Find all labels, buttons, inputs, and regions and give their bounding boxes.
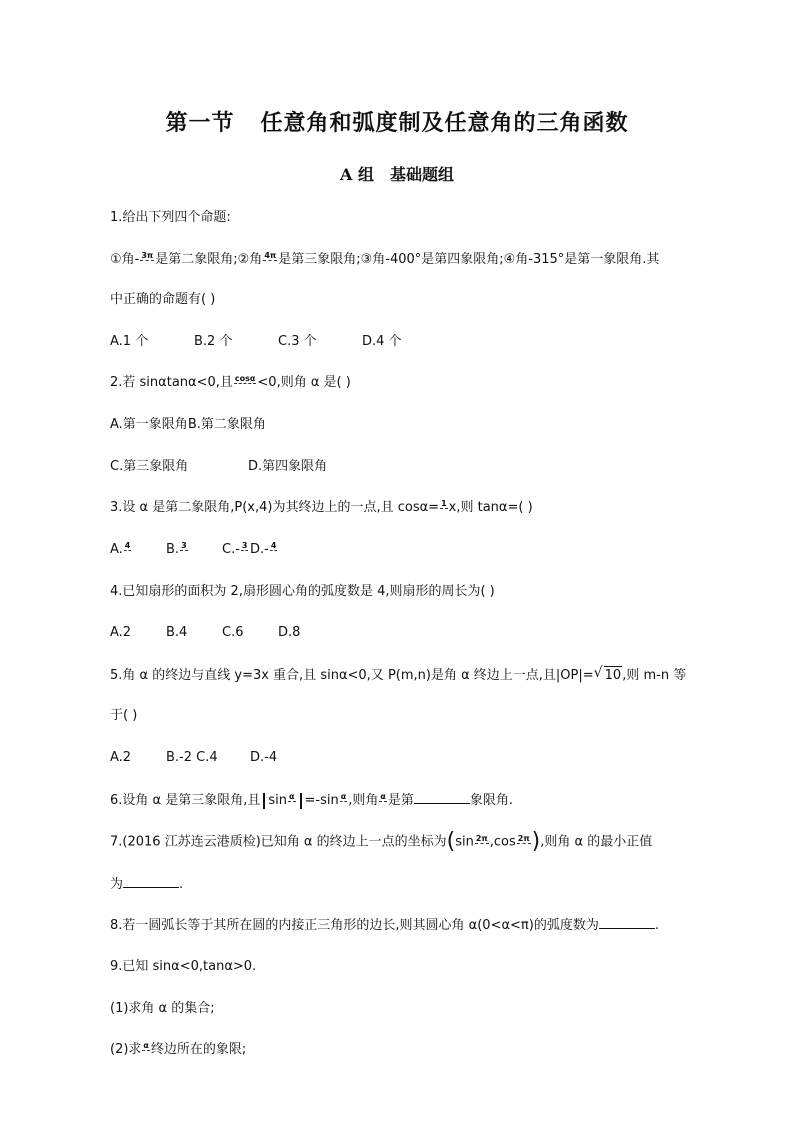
fraction: 4π — [264, 251, 277, 260]
q2-option-a: A.第一象限角 — [110, 417, 188, 432]
group-name: 基础题组 — [389, 165, 454, 184]
q5-option-a: A.2 — [110, 750, 132, 765]
q8-stem: 8.若一圆弧长等于其所在圆的内接正三角形的边长,则其圆心角 α(0<α<π)的弧度数为 . — [110, 918, 659, 933]
fraction: 4 — [124, 541, 131, 550]
fraction: 2π — [475, 833, 488, 843]
page-title — [0, 106, 794, 137]
q3-stem: 3.设 α 是第二象限角,P(x,4)为其终边上的一点,且 cosα= 1 x,则 tanα=( ) — [110, 499, 533, 515]
answer-blank — [414, 791, 470, 804]
q2-options-ab — [110, 416, 266, 434]
q5-option-bc: B.-2 C.4 — [166, 750, 218, 765]
q9-part-2: (2)求 α 终边所在的象限; — [110, 1041, 247, 1057]
answer-blank — [123, 875, 179, 888]
q5-stem: 5.角 α 的终边与直线 y=3x 重合,且 sinα<0,又 P(m,n)是角 α 终边上一点,且|OP|=√ 10,则 m-n 等 — [110, 666, 686, 685]
q4-option-b: B.4 — [166, 625, 188, 640]
fraction: α — [340, 792, 347, 801]
fraction: 4 — [270, 541, 277, 550]
q2-option-c: C.第三象限角 — [110, 459, 189, 474]
fraction: 2π — [517, 833, 530, 843]
group-heading — [0, 162, 794, 185]
q1-statements: ①角- 3π 是第二象限角;②角 4π 是第三象限角;③角-400°是第四象限角;④角-315°是第一象限角.其 — [110, 251, 660, 267]
fraction: cosα — [234, 374, 256, 383]
q1-option-d: D.4 个 — [362, 334, 402, 349]
q1-option-b: B.2 个 — [194, 334, 233, 349]
q3-option-b: B. 3 — [166, 541, 187, 557]
q2-stem: 2.若 sinαtanα<0,且 cosα <0,则角 α 是( ) — [110, 374, 351, 390]
q4-option-c: C.6 — [222, 625, 244, 640]
q7-stem: 7.(2016 江苏连云港质检)已知角 α 的终边上一点的坐标为(sin 2π ,cos 2π ),则角 α 的最小正值 — [110, 829, 653, 854]
q4-option-d: D.8 — [278, 625, 301, 640]
q1-option-c: C.3 个 — [278, 334, 317, 349]
q6-stem: 6.设角 α 是第三象限角,且 sin α =-sin α ,则角 α 是第 象限角. — [110, 792, 514, 808]
q2-option-d: D.第四象限角 — [248, 459, 328, 474]
fraction: 3 — [241, 541, 248, 550]
q9-stem: 9.已知 sinα<0,tanα>0. — [110, 959, 257, 974]
fraction: 3π — [141, 251, 154, 260]
q5-option-d: D.-4 — [250, 750, 278, 765]
q4-stem: 4.已知扇形的面积为 2,扇形圆心角的弧度数是 4,则扇形的周长为( ) — [110, 584, 495, 599]
q1-option-a: A.1 个 — [110, 334, 149, 349]
q3-option-c: C.- 3 — [222, 541, 248, 557]
q2-option-b: B.第二象限角 — [187, 417, 266, 432]
fraction: α — [380, 792, 386, 801]
fraction: 3 — [181, 541, 187, 550]
section-title: 任意角和弧度制及任意角的三角函数 — [260, 110, 629, 136]
q7-answer-line: 为 . — [110, 877, 184, 892]
section-number: 第一节 — [165, 110, 235, 136]
q1-intro: 1.给出下列四个命题: — [110, 210, 231, 225]
group-label: A 组 — [339, 165, 374, 184]
q5-question: 于( ) — [110, 708, 138, 723]
fraction: α — [143, 1041, 149, 1050]
fraction: 1 — [441, 499, 447, 508]
q4-option-a: A.2 — [110, 625, 132, 640]
q3-option-a: A. 4 — [110, 541, 131, 557]
fraction: α — [289, 792, 295, 801]
q1-question: 中正确的命题有( ) — [110, 292, 216, 307]
q3-option-d: D.- 4 — [250, 541, 277, 557]
q9-part-1: (1)求角 α 的集合; — [110, 1001, 215, 1016]
sqrt: √ 10 — [604, 666, 623, 685]
answer-blank — [599, 916, 655, 929]
